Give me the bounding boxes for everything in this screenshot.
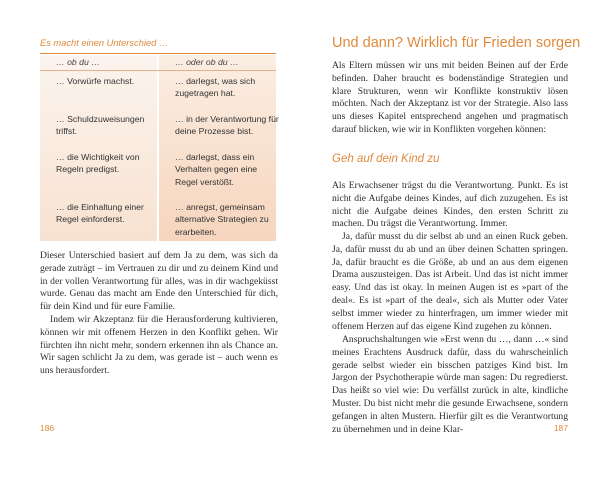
right-intro-paragraph: Als Eltern müssen wir uns mit beiden Beinen auf der Erde befinden. Daher braucht es bodenständige Strategien und klare Strukturen, wenn wir Konflikte konstruktiv lösen möchten. Nach der Akzeptanz ist vor der Strategie. Also lass uns dieses Kapitel entsprechend angehen und pragmatisch darauf blicken, wie wir in Konflikten vorgehen können: — [332, 60, 568, 135]
right-paragraph-2: Ja, dafür musst du dir selbst ab und an einen Ruck geben. Ja, dafür musst du ab und an über deinen Schatten springen. Ja, dafür braucht es die Größe, ab und an aus dem eigenen Drama auszusteigen. Das ist Arbeit. Und das ist nicht immer easy. Und das ist okay. In meinen Augen ist es »part of the deal«. Es ist »part of the deal«, sich als Mutter oder Vater selbst immer wieder zu hinterfragen, um immer wieder mit offenem Herzen auf das eigene Kind zugehen zu können. — [332, 231, 568, 332]
page-number-right: 187 — [553, 423, 568, 433]
table-cell-right-2: … in der Verantwortung für deine Prozesse bist. — [175, 114, 279, 137]
page-number-left: 186 — [40, 423, 55, 433]
table-cell-left-2: … Schuldzuweisungen triffst. — [56, 114, 145, 137]
table-header-right: … oder ob du … — [175, 57, 239, 67]
table-cell-right-3: … darlegst, dass ein Verhalten gegen eine Regel verstößt. — [175, 152, 258, 187]
right-paragraph-3: Anspruchshaltungen wie »Erst wenn du …, dann …« sind meines Erachtens Ausdruck dafür, dass du wahrscheinlich gerade selbst wieder ein bisschen patziges Kind bist. Im Jargon der Psychotherapie würde man sagen: Du regredierst. Das heißt so viel wie: Du verfällst zurück in alte, kindliche Muster. Du bist nicht mehr die gesunde Erwachsene, sondern gefangen in alten Mustern. Hierfür gilt es die Verantwortung zu übernehmen und in deine Klar- — [332, 334, 568, 435]
table-cell-left-3: … die Wichtigkeit von Regeln predigst. — [56, 152, 140, 175]
right-paragraph-1: Als Erwachsener trägst du die Verantwortung. Punkt. Es ist nicht die Aufgabe deines Kindes, auf dich zuzugehen. Es ist nicht die Aufgabe deines Kindes, den ersten Schritt zu machen. Du trägst die Verantwortung. Immer. — [332, 180, 568, 230]
table-title: Es macht einen Unterschied … — [40, 38, 169, 48]
comparison-table — [40, 55, 279, 241]
left-paragraph-2: Indem wir Akzeptanz für die Herausforderung kultivieren, können wir mit offenem Herzen in den Konflikt gehen. Wir fürchten ihn nicht mehr, sondern erkennen ihn als Chance an. Wir sagen schlicht Ja zu dem, was gerade ist – auch wenn es uns herausfordert. — [40, 314, 278, 377]
section-subheading: Geh auf dein Kind zu — [332, 153, 440, 165]
table-cell-right-4: … anregst, gemeinsam alternative Strategien zu erarbeiten. — [175, 202, 269, 237]
table-header-rule — [40, 70, 276, 71]
left-paragraph-1: Dieser Unterschied basiert auf dem Ja zu dem, was sich da gerade zuträgt – im Vertrauen zu dir und zu deinem Kind und in der vollen Verantwortung für alles, was in dir wachgeküsst wurde. Genau das macht am Ende den Unterschied für dich, für dein Kind und für eure Familie. — [40, 250, 278, 313]
right-page — [300, 0, 600, 478]
chapter-title: Und dann? Wirklich für Frieden sorgen — [332, 35, 581, 51]
table-cell-left-1: … Vorwürfe machst. — [56, 76, 135, 86]
table-cell-left-4: … die Einhaltung einer Regel einforderst. — [56, 202, 144, 225]
table-cell-right-1: … darlegst, was sich zugetragen hat. — [175, 76, 256, 99]
table-header-left: … ob du … — [56, 57, 100, 67]
